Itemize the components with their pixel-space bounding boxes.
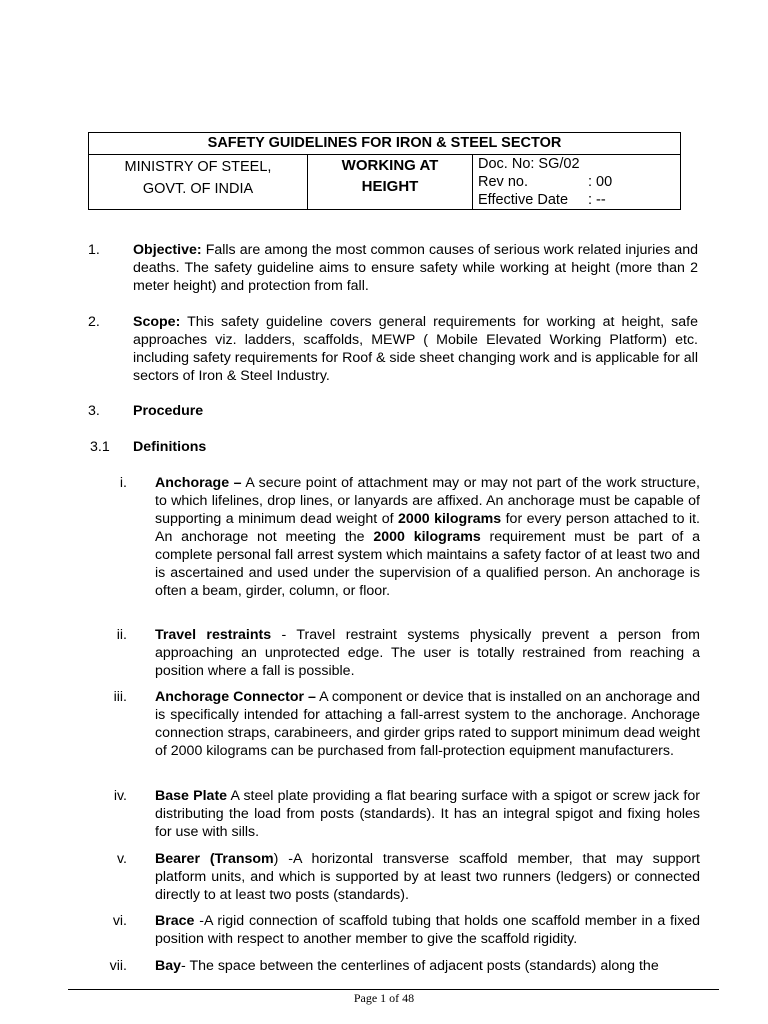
definition-text: for every person attached to it. An anchorage not meeting the xyxy=(155,511,700,545)
definition-text: requirement must be part of a complete personal fall arrest system which maintains a safety factor of at least two and is ascertained and used under the supervision of a qualified person. An anchorage is often a beam, girder, column, or floor. xyxy=(155,529,700,599)
definition-body xyxy=(155,474,700,600)
definition-number: ii. xyxy=(116,627,127,643)
section-number: 2. xyxy=(88,314,100,330)
section-heading: Scope: xyxy=(133,314,181,330)
definition-item xyxy=(119,474,700,600)
footer-divider xyxy=(68,989,719,990)
definition-item xyxy=(113,688,700,760)
ministry-line-2: GOVT. OF INDIA xyxy=(142,181,254,197)
section-body xyxy=(133,402,698,420)
revision-row xyxy=(478,173,680,191)
effective-date-value: : -- xyxy=(588,192,606,208)
section-objective xyxy=(88,241,698,295)
definition-text: ) -A horizontal transverse scaffold member, that may support platform units, and which is supported by at least two runners (ledgers) or connected directly to at least two posts (standards). xyxy=(155,851,700,903)
definition-text: A component or device that is installed on an anchorage and is specifically intended for attaching a fall-arrest system to the anchorage. Anchorage connection straps, carabineers, and girder grips rated to support minimum dead weight of 2000 kilograms can be purchased from fall-protection equipment manufacturers. xyxy=(155,689,700,759)
definition-item xyxy=(109,957,700,975)
definition-term: Travel restraints xyxy=(155,627,272,643)
definition-body xyxy=(155,688,700,760)
section-heading: Procedure xyxy=(133,403,204,419)
ministry-line-1: MINISTRY OF STEEL, xyxy=(124,159,272,175)
section-body xyxy=(133,313,698,385)
definition-body xyxy=(155,850,700,904)
definition-term: Brace xyxy=(155,913,195,929)
revision-value: : 00 xyxy=(588,174,613,190)
effective-date-label: Effective Date xyxy=(478,192,569,208)
definition-text: -A rigid connection of scaffold tubing that holds one scaffold member in a fixed position with respect to another member to give the scaffold rigidity. xyxy=(155,913,700,947)
definition-number: vii. xyxy=(109,958,127,974)
definition-term: Bay xyxy=(155,958,182,974)
section-number: 3. xyxy=(88,403,100,419)
definition-number: vi. xyxy=(112,913,127,929)
effective-date-row xyxy=(478,191,680,209)
definition-number: v. xyxy=(117,851,127,867)
definition-item xyxy=(116,626,700,680)
definition-number: iv. xyxy=(113,788,127,804)
section-definitions xyxy=(90,438,700,456)
definition-term: Base Plate xyxy=(155,788,228,804)
definition-text: - The space between the centerlines of adjacent posts (standards) along the xyxy=(181,958,659,974)
section-heading: Objective: xyxy=(133,242,202,258)
definition-emphasis: 2000 kilograms xyxy=(373,529,481,545)
definition-text: A steel plate providing a flat bearing surface with a spigot or screw jack for distributing the load from posts (standards). It has an integral spigot and fixing holes for use with sills. xyxy=(155,788,700,840)
page-number: Page 1 of 48 xyxy=(353,991,415,1005)
section-number: 1. xyxy=(88,242,100,258)
definition-body xyxy=(155,912,700,948)
definition-term: Anchorage – xyxy=(155,475,242,491)
revision-label: Rev no. xyxy=(478,174,528,190)
section-text: Falls are among the most common causes of serious work related injuries and deaths. The safety guideline aims to ensure safety while working at height (more than 2 meter height) and protection from fall. xyxy=(133,242,698,294)
subject-line-1: WORKING AT xyxy=(341,157,439,174)
definition-item xyxy=(112,912,700,948)
section-heading: Definitions xyxy=(133,439,207,455)
section-body xyxy=(133,241,698,295)
definition-item xyxy=(113,787,700,841)
definition-text: A secure point of attachment may or may not part of the work structure, to which lifelines, drop lines, or lanyards are affixed. An anchorage must be capable of supporting a minimum dead weight of xyxy=(155,475,700,527)
section-scope xyxy=(88,313,698,385)
subject-line-2: HEIGHT xyxy=(361,178,419,195)
definition-number: iii. xyxy=(113,689,127,705)
document-control-info xyxy=(473,155,681,210)
section-procedure xyxy=(88,402,698,420)
section-number: 3.1 xyxy=(90,439,110,455)
section-body xyxy=(133,438,700,456)
document-series-title: SAFETY GUIDELINES FOR IRON & STEEL SECTOR xyxy=(89,133,681,155)
definition-body xyxy=(155,787,700,841)
doc-number: Doc. No: SG/02 xyxy=(478,156,580,172)
definition-body xyxy=(155,957,700,975)
issuing-authority xyxy=(89,155,308,210)
definition-item xyxy=(117,850,700,904)
definition-text: - Travel restraint systems physically prevent a person from approaching an unprotected edge. The user is totally restrained from reaching a position where a fall is possible. xyxy=(155,627,700,679)
definition-term: Anchorage Connector – xyxy=(155,689,316,705)
document-header-table xyxy=(88,132,681,210)
section-text: This safety guideline covers general requirements for working at height, safe approaches viz. ladders, scaffolds, MEWP ( Mobile Elevated Working Platform) etc. including safety requirements for Roof & side sheet changing work and is applicable for all sectors of Iron & Steel Industry. xyxy=(133,314,698,384)
definition-number: i. xyxy=(119,475,127,491)
document-subject xyxy=(308,155,473,210)
definition-emphasis: 2000 kilograms xyxy=(398,511,502,527)
definition-term: Bearer (Transom xyxy=(155,851,274,867)
definition-body xyxy=(155,626,700,680)
